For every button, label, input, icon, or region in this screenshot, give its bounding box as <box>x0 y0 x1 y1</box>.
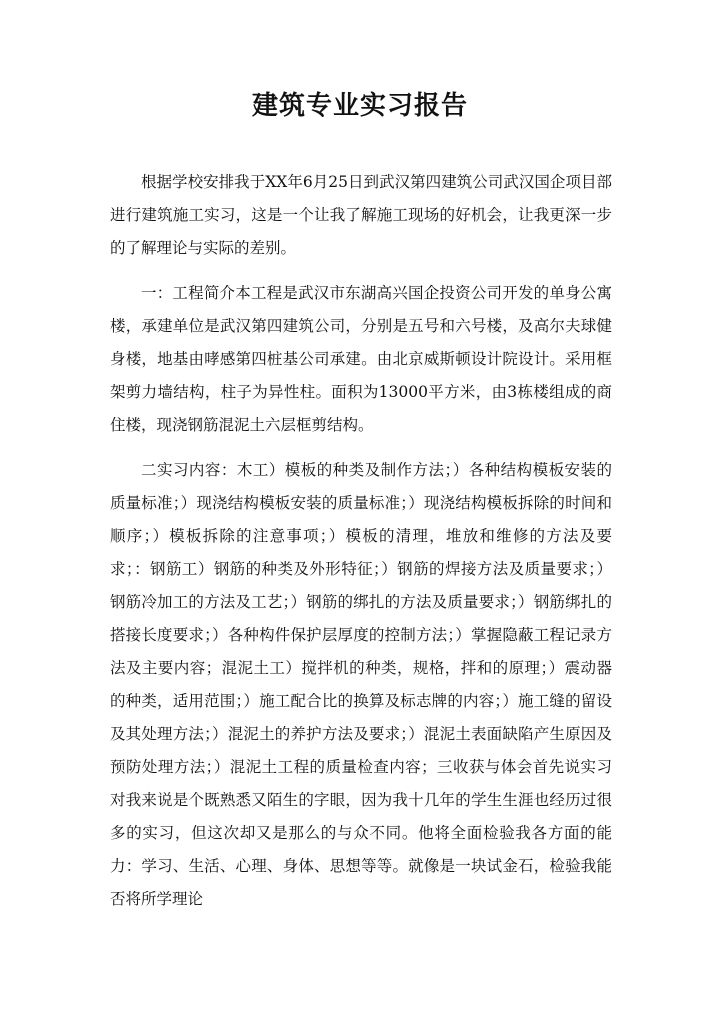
project-overview-paragraph: 一：工程简介本工程是武汉市东湖高兴国企投资公司开发的单身公寓楼，承建单位是武汉第四建筑公司，分别是五号和六号楼，及高尔夫球健身楼，地基由哮感第四桩基公司承建。由北京威斯顿设计院设计。采用框架剪力墙结构，柱子为异性柱。面积为13000平方米，由3栋楼组成的商住楼，现浇钢筋混泥土六层框剪结构。 <box>110 284 612 434</box>
intro-paragraph: 根据学校安排我于XX年6月25日到武汉第四建筑公司武汉国企项目部进行建筑施工实习，这是一个让我了解施工现场的好机会，让我更深一步的了解理论与实际的差别。 <box>110 173 612 257</box>
document-body <box>110 166 612 928</box>
document-title: 建筑专业实习报告 <box>251 91 468 121</box>
internship-content-paragraph: 二实习内容：木工）模板的种类及制作方法；）各种结构模板安装的质量标准；）现浇结构模板安装的质量标准；）现浇结构模板拆除的时间和顺序；）模板拆除的注意事项；）模板的清理，堆放和维修的方法及要求；：钢筋工）钢筋的种类及外形特征；）钢筋的焊接方法及质量要求；）钢筋冷加工的方法及工艺；）钢筋的绑扎的方法及质量要求；）钢筋绑扎的搭接长度要求；）各种构件保护层厚度的控制方法；）掌握隐蔽工程记录方法及主要内容；混泥土工）搅拌机的种类，规格，拌和的原理；）震动器的种类，适用范围；）施工配合比的换算及标志牌的内容；）施工缝的留设及其处理方法；）混泥土的养护方法及要求；）混泥土表面缺陷产生原因及预防处理方法；）混泥土工程的质量检查内容；三收获与体会首先说实习对我来说是个既熟悉又陌生的字眼，因为我十几年的学生生涯也经历过很多的实习，但这次却又是那么的与众不同。他将全面检验我各方面的能力：学习、生活、心理、身体、思想等等。就像是一块试金石，检验我能否将所学理论 <box>110 461 612 908</box>
